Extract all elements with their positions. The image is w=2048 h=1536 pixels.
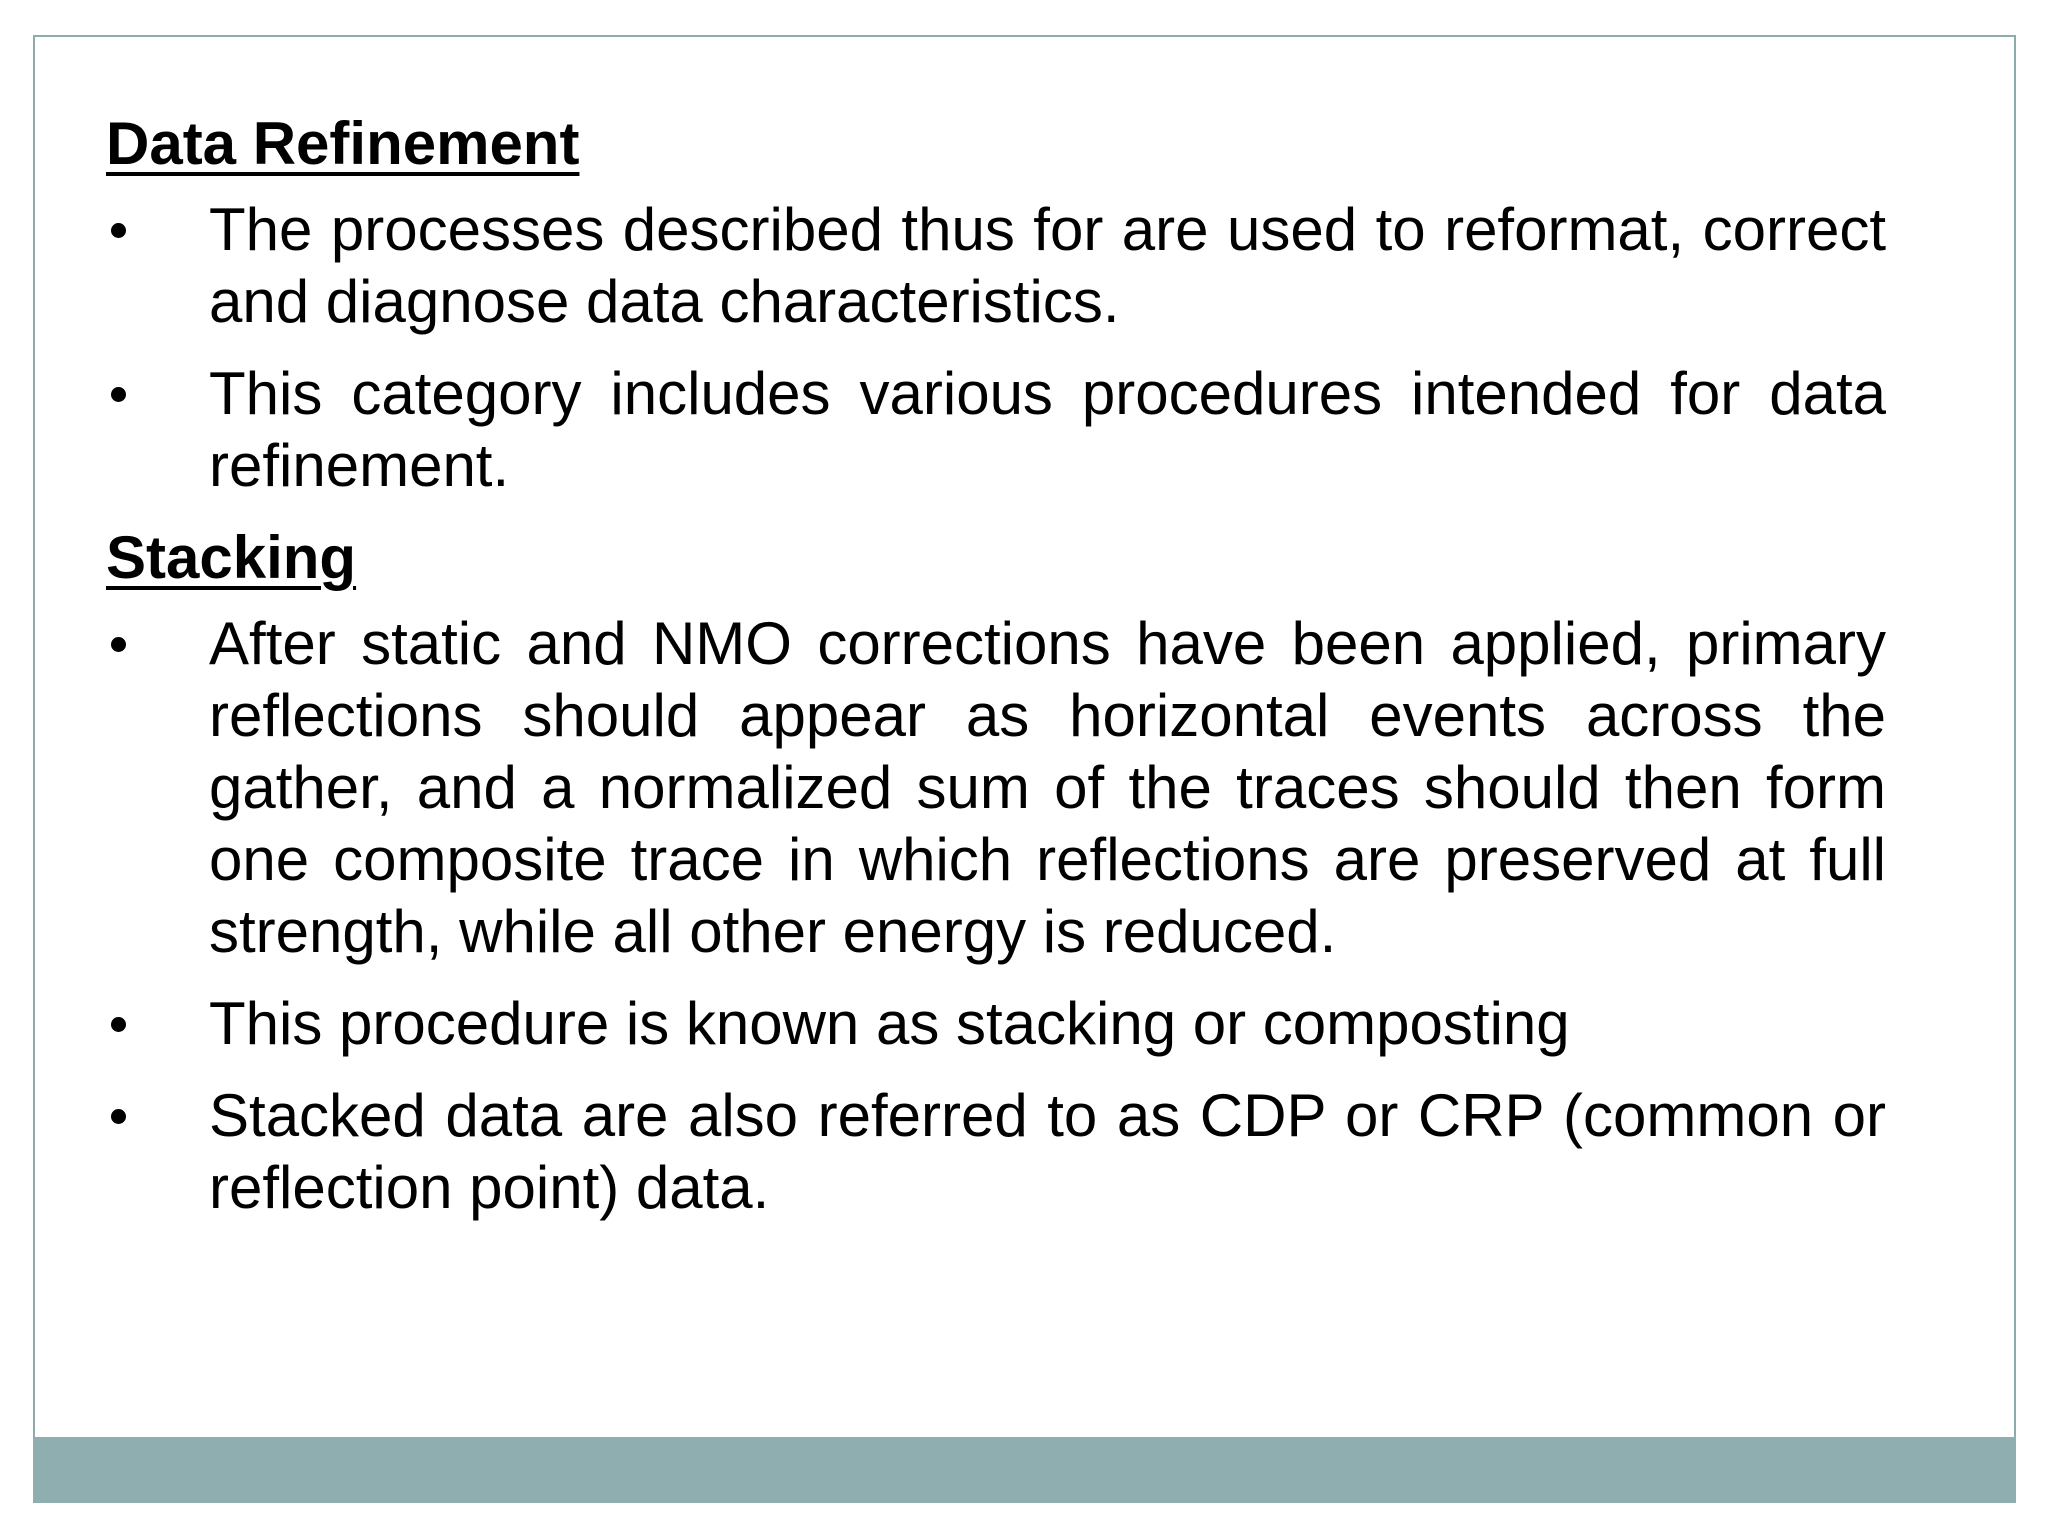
bullet-icon (106, 1080, 209, 1152)
list-item (106, 608, 1886, 968)
list-item (106, 1080, 1886, 1224)
bullet-text: The processes described thus for are used to reformat, correct and diagnose data characteristics. (209, 196, 1886, 335)
list-item (106, 988, 1886, 1060)
slide-content (106, 108, 1886, 1244)
bullet-icon (106, 194, 209, 266)
section-heading: Stacking (106, 524, 357, 591)
bullet-list (106, 194, 1886, 502)
bullet-icon (106, 358, 209, 430)
section-data-refinement (106, 108, 1886, 502)
bullet-text: Stacked data are also referred to as CDP or CRP (common or reflection point) data. (209, 1082, 1886, 1221)
bullet-text: After static and NMO corrections have been applied, primary reflections should appear as horizontal events across the gather, and a normalized sum of the traces should then form one composite trace in which reflections are preserved at full strength, while all other energy is reduced. (209, 610, 1886, 965)
bullet-icon (106, 608, 209, 680)
bullet-icon (106, 988, 209, 1060)
list-item (106, 358, 1886, 502)
bullet-text: This category includes various procedures intended for data refinement. (209, 360, 1886, 499)
list-item (106, 194, 1886, 338)
bullet-list (106, 608, 1886, 1224)
footer-bar (33, 1437, 2016, 1503)
bullet-text: This procedure is known as stacking or composting (209, 990, 1570, 1057)
section-heading: Data Refinement (106, 110, 580, 177)
section-stacking (106, 522, 1886, 1224)
